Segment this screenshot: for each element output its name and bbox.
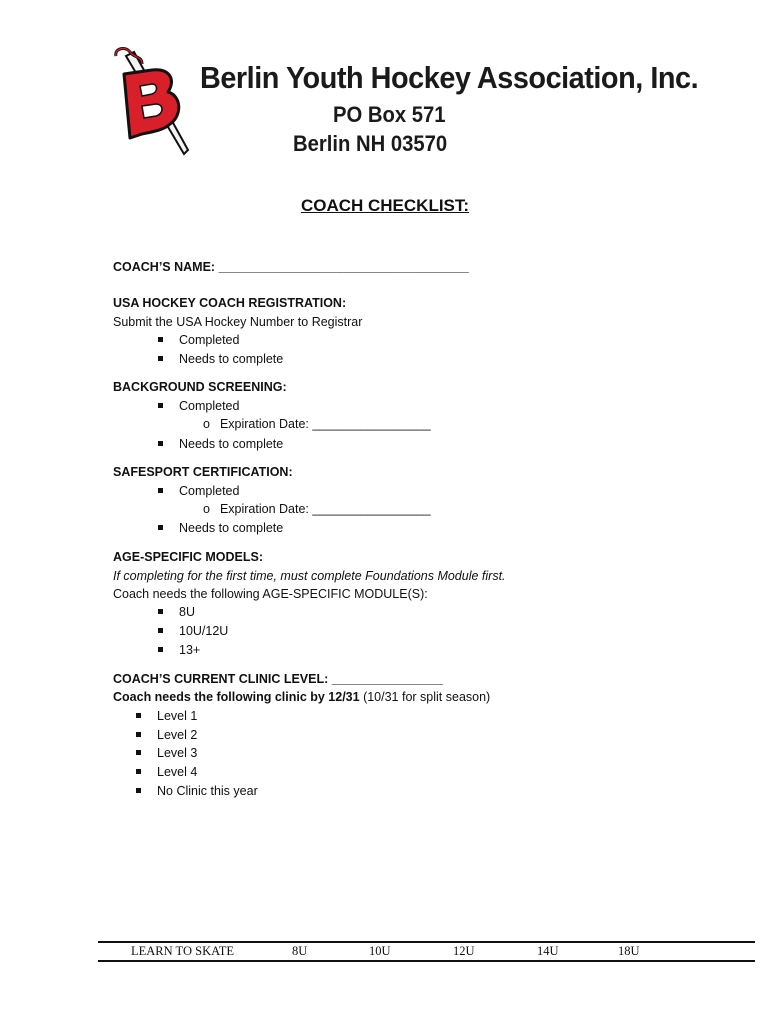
footer-divider-bottom — [98, 960, 755, 962]
clinic-level-4[interactable]: Level 4 — [136, 764, 197, 780]
background-heading: BACKGROUND SCREENING: — [113, 380, 287, 394]
footer-grade-12u: 12U — [453, 944, 475, 958]
background-needs[interactable]: Needs to complete — [158, 436, 283, 452]
checkbox-square-icon — [158, 609, 163, 614]
clinic-needs: Coach needs the following clinic by 12/31 (10/31 for split season) — [113, 690, 491, 704]
safesport-needs[interactable]: Needs to complete — [158, 520, 283, 536]
clinic-level-2[interactable]: Level 2 — [136, 727, 197, 743]
usa-registration-instruction: Submit the USA Hockey Number to Registrar — [113, 315, 363, 329]
clinic-heading: COACH’S CURRENT CLINIC LEVEL: ________________ — [113, 672, 443, 686]
footer-grade-learn-to-skate: LEARN TO SKATE — [131, 944, 235, 958]
clinic-no-clinic[interactable]: No Clinic this year — [136, 783, 258, 799]
age-specific-heading: AGE-SPECIFIC MODELS: — [113, 550, 264, 564]
coach-name-row — [113, 259, 469, 275]
age-specific-instruction: Coach needs the following AGE-SPECIFIC MODULE(S): — [113, 587, 428, 601]
checkbox-square-icon — [158, 356, 163, 361]
checkbox-square-icon — [158, 647, 163, 652]
background-expiration[interactable]: o Expiration Date: _________________ — [203, 417, 431, 431]
document-title: COACH CHECKLIST: — [300, 196, 470, 215]
checkbox-square-icon — [158, 337, 163, 342]
checkbox-square-icon — [136, 732, 141, 737]
checkbox-square-icon — [136, 750, 141, 755]
org-address-line1: PO Box 571 — [333, 102, 446, 127]
coach-name-label: COACH’S NAME: — [113, 260, 216, 274]
berlin-logo-icon — [112, 46, 192, 156]
usa-registration-completed[interactable]: Completed — [158, 332, 239, 348]
age-specific-note: If completing for the first time, must complete Foundations Module first. — [113, 569, 506, 583]
safesport-heading: SAFESPORT CERTIFICATION: — [113, 465, 293, 479]
footer-grade-18u: 18U — [618, 944, 640, 958]
circle-bullet-icon: o — [203, 502, 210, 516]
circle-bullet-icon: o — [203, 417, 210, 431]
module-8u[interactable]: 8U — [158, 604, 195, 620]
checkbox-square-icon — [158, 403, 163, 408]
footer-grade-8u: 8U — [292, 944, 308, 958]
org-name: Berlin Youth Hockey Association, Inc. — [200, 60, 699, 95]
checkbox-square-icon — [136, 769, 141, 774]
background-completed[interactable]: Completed — [158, 398, 239, 414]
org-address-line2: Berlin NH 03570 — [293, 131, 448, 156]
footer-divider-top — [98, 941, 755, 943]
module-13-plus[interactable]: 13+ — [158, 642, 200, 658]
checkbox-square-icon — [158, 628, 163, 633]
footer-grade-10u: 10U — [369, 944, 391, 958]
clinic-level-3[interactable]: Level 3 — [136, 745, 197, 761]
checkbox-square-icon — [158, 441, 163, 446]
checkbox-square-icon — [136, 788, 141, 793]
safesport-expiration[interactable]: o Expiration Date: _________________ — [203, 502, 431, 516]
clinic-level-1[interactable]: Level 1 — [136, 708, 197, 724]
module-10u-12u[interactable]: 10U/12U — [158, 623, 228, 639]
footer-grade-14u: 14U — [537, 944, 559, 958]
usa-registration-needs[interactable]: Needs to complete — [158, 351, 283, 367]
checkbox-square-icon — [136, 713, 141, 718]
checkbox-square-icon — [158, 525, 163, 530]
usa-registration-heading: USA HOCKEY COACH REGISTRATION: — [113, 296, 347, 310]
coach-name-blank[interactable]: ____________________________________ — [218, 260, 469, 274]
checkbox-square-icon — [158, 488, 163, 493]
safesport-completed[interactable]: Completed — [158, 483, 239, 499]
